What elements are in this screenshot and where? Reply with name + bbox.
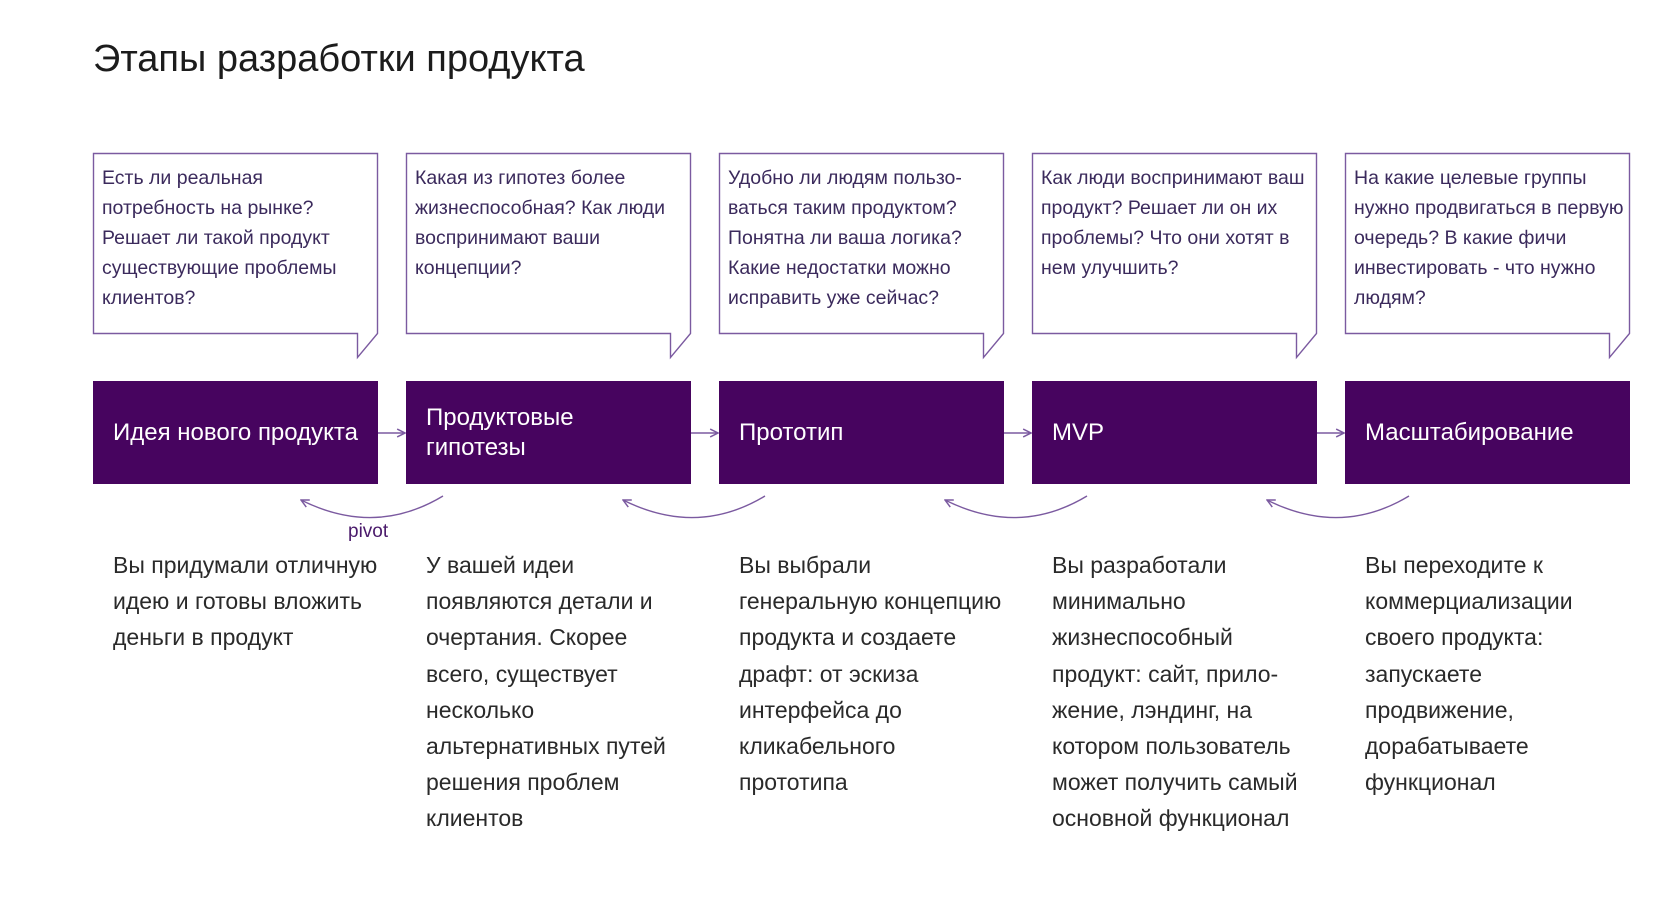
stage-question: Удобно ли людям пользо-ваться таким продуктом? Понятна ли ваша логика? Какие недостатки можно исправить уже сейчас? <box>728 167 962 309</box>
stage-box <box>1032 381 1317 484</box>
question-bubble <box>93 153 378 358</box>
stage-box <box>93 381 378 484</box>
question-bubble <box>1345 153 1630 358</box>
stage-question: Есть ли реальная потребность на рынке? Решает ли такой продукт существующие проблемы клиентов? <box>102 167 337 309</box>
pivot-label: pivot <box>348 521 389 542</box>
stage-label: Масштабирование <box>1365 418 1574 446</box>
stage-description: Вы выбрали генеральную концепцию продукта и создаете драфт: от эскиза интерфейса до кликабельного прототипа <box>739 552 1002 796</box>
stage-box <box>719 381 1004 484</box>
stage-label: Идея нового продукта <box>113 418 358 446</box>
stage-question: На какие целевые группы нужно продвигаться в первую очередь? В какие фичи инвестировать - что нужно людям? <box>1354 167 1624 309</box>
stage-description: Вы разработали минимально жизнеспособный продукт: сайт, прило-жение, лэндинг, на котором пользователь может получить самый основной функционал <box>1052 552 1298 832</box>
page-title: Этапы разработки продукта <box>93 38 585 80</box>
stage-prototype <box>719 0 1004 900</box>
stage-description: У вашей идеи появляются детали и очертания. Скорее всего, существует несколько альтернативных путей решения проблем клиентов <box>426 552 666 832</box>
question-bubble <box>406 153 691 358</box>
stage-scaling <box>1345 0 1630 900</box>
stage-box <box>1345 381 1630 484</box>
stage-label: Прототип <box>739 418 844 446</box>
stage-mvp <box>1032 0 1317 900</box>
stage-hypotheses <box>406 0 691 900</box>
stage-description: Вы переходите к коммерциализации своего продукта: запускаете продвижение, дорабатываете функционал <box>1365 552 1573 796</box>
stage-box <box>406 381 691 484</box>
stage-question: Как люди воспринимают ваш продукт? Решает ли он их проблемы? Что они хотят в нем улучшить? <box>1041 167 1305 279</box>
question-bubble <box>1032 153 1317 358</box>
stage-idea <box>93 0 378 900</box>
stage-description: Вы придумали отличную идею и готовы вложить деньги в продукт <box>113 552 378 651</box>
stage-question: Какая из гипотез более жизнеспособная? Как люди воспринимают ваши концепции? <box>415 167 666 279</box>
question-bubble <box>719 153 1004 358</box>
stage-label: Продуктовые гипотезы <box>426 403 574 461</box>
stage-label: MVP <box>1052 418 1105 446</box>
